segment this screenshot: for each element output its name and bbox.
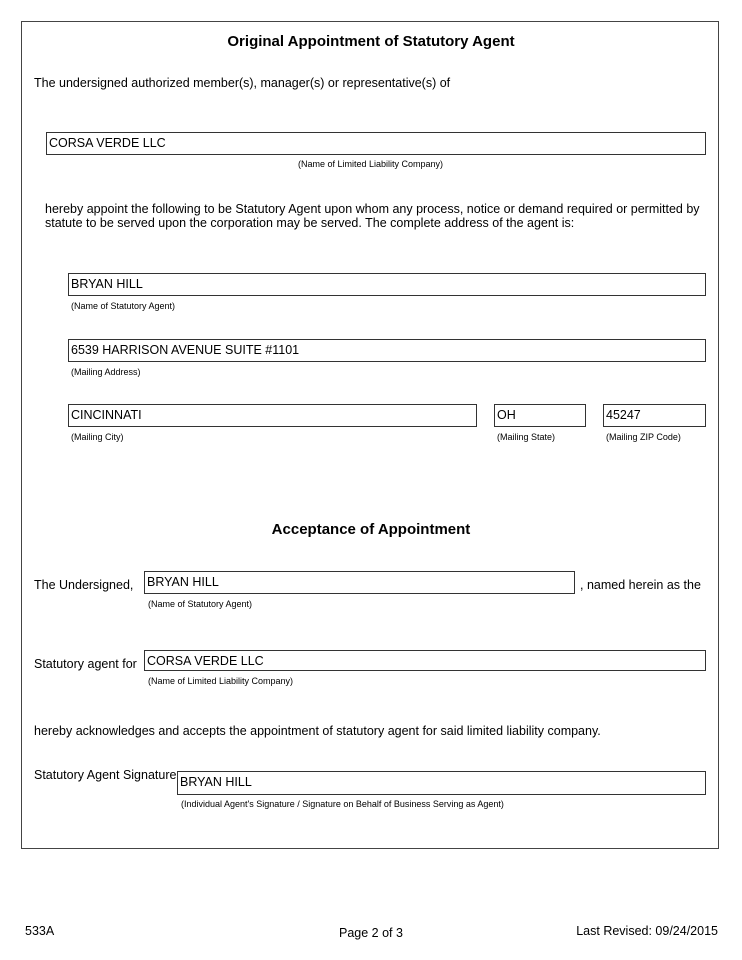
acceptance-company-field[interactable]: CORSA VERDE LLC: [144, 650, 706, 671]
signature-caption: (Individual Agent's Signature / Signature on Behalf of Business Serving as Agent): [181, 799, 504, 809]
agent-name-field[interactable]: BRYAN HILL: [68, 273, 706, 296]
section-title-appointment: Original Appointment of Statutory Agent: [227, 33, 515, 50]
company-name-field[interactable]: CORSA VERDE LLC: [46, 132, 706, 155]
form-id: 533A: [25, 924, 55, 938]
intro-text: The undersigned authorized member(s), manager(s) or representative(s) of: [34, 76, 451, 90]
acceptance-agent-name-field[interactable]: BRYAN HILL: [144, 571, 575, 594]
mailing-city-caption: (Mailing City): [71, 432, 124, 442]
mailing-address-field[interactable]: 6539 HARRISON AVENUE SUITE #1101: [68, 339, 706, 362]
acceptance-agent-caption: (Name of Statutory Agent): [148, 599, 253, 609]
mailing-zip-caption: (Mailing ZIP Code): [606, 432, 681, 442]
mailing-zip-field[interactable]: 45247: [603, 404, 706, 427]
last-revised: Last Revised: 09/24/2015: [576, 924, 718, 938]
section-title-acceptance: Acceptance of Appointment: [271, 521, 471, 538]
page-number: Page 2 of 3: [339, 926, 403, 940]
signature-label: Statutory Agent Signature: [34, 768, 177, 782]
signature-field[interactable]: BRYAN HILL: [177, 771, 706, 795]
undersigned-label: The Undersigned,: [34, 578, 134, 592]
company-name-caption: (Name of Limited Liability Company): [298, 159, 444, 169]
acceptance-company-caption: (Name of Limited Liability Company): [148, 676, 294, 686]
appoint-text-line1: hereby appoint the following to be Statutory Agent upon whom any process, notice or demand required or permitted by: [45, 202, 700, 216]
agent-name-caption: (Name of Statutory Agent): [71, 301, 176, 311]
appoint-text-line2: statute to be served upon the corporation may be served. The complete address of the agent is:: [45, 216, 575, 230]
mailing-state-field[interactable]: OH: [494, 404, 586, 427]
mailing-address-caption: (Mailing Address): [71, 367, 141, 377]
named-herein-text: , named herein as the: [580, 578, 701, 592]
agent-for-label: Statutory agent for: [34, 657, 137, 671]
mailing-city-field[interactable]: CINCINNATI: [68, 404, 477, 427]
acknowledge-text: hereby acknowledges and accepts the appointment of statutory agent for said limited liability company.: [34, 724, 601, 738]
mailing-state-caption: (Mailing State): [497, 432, 556, 442]
